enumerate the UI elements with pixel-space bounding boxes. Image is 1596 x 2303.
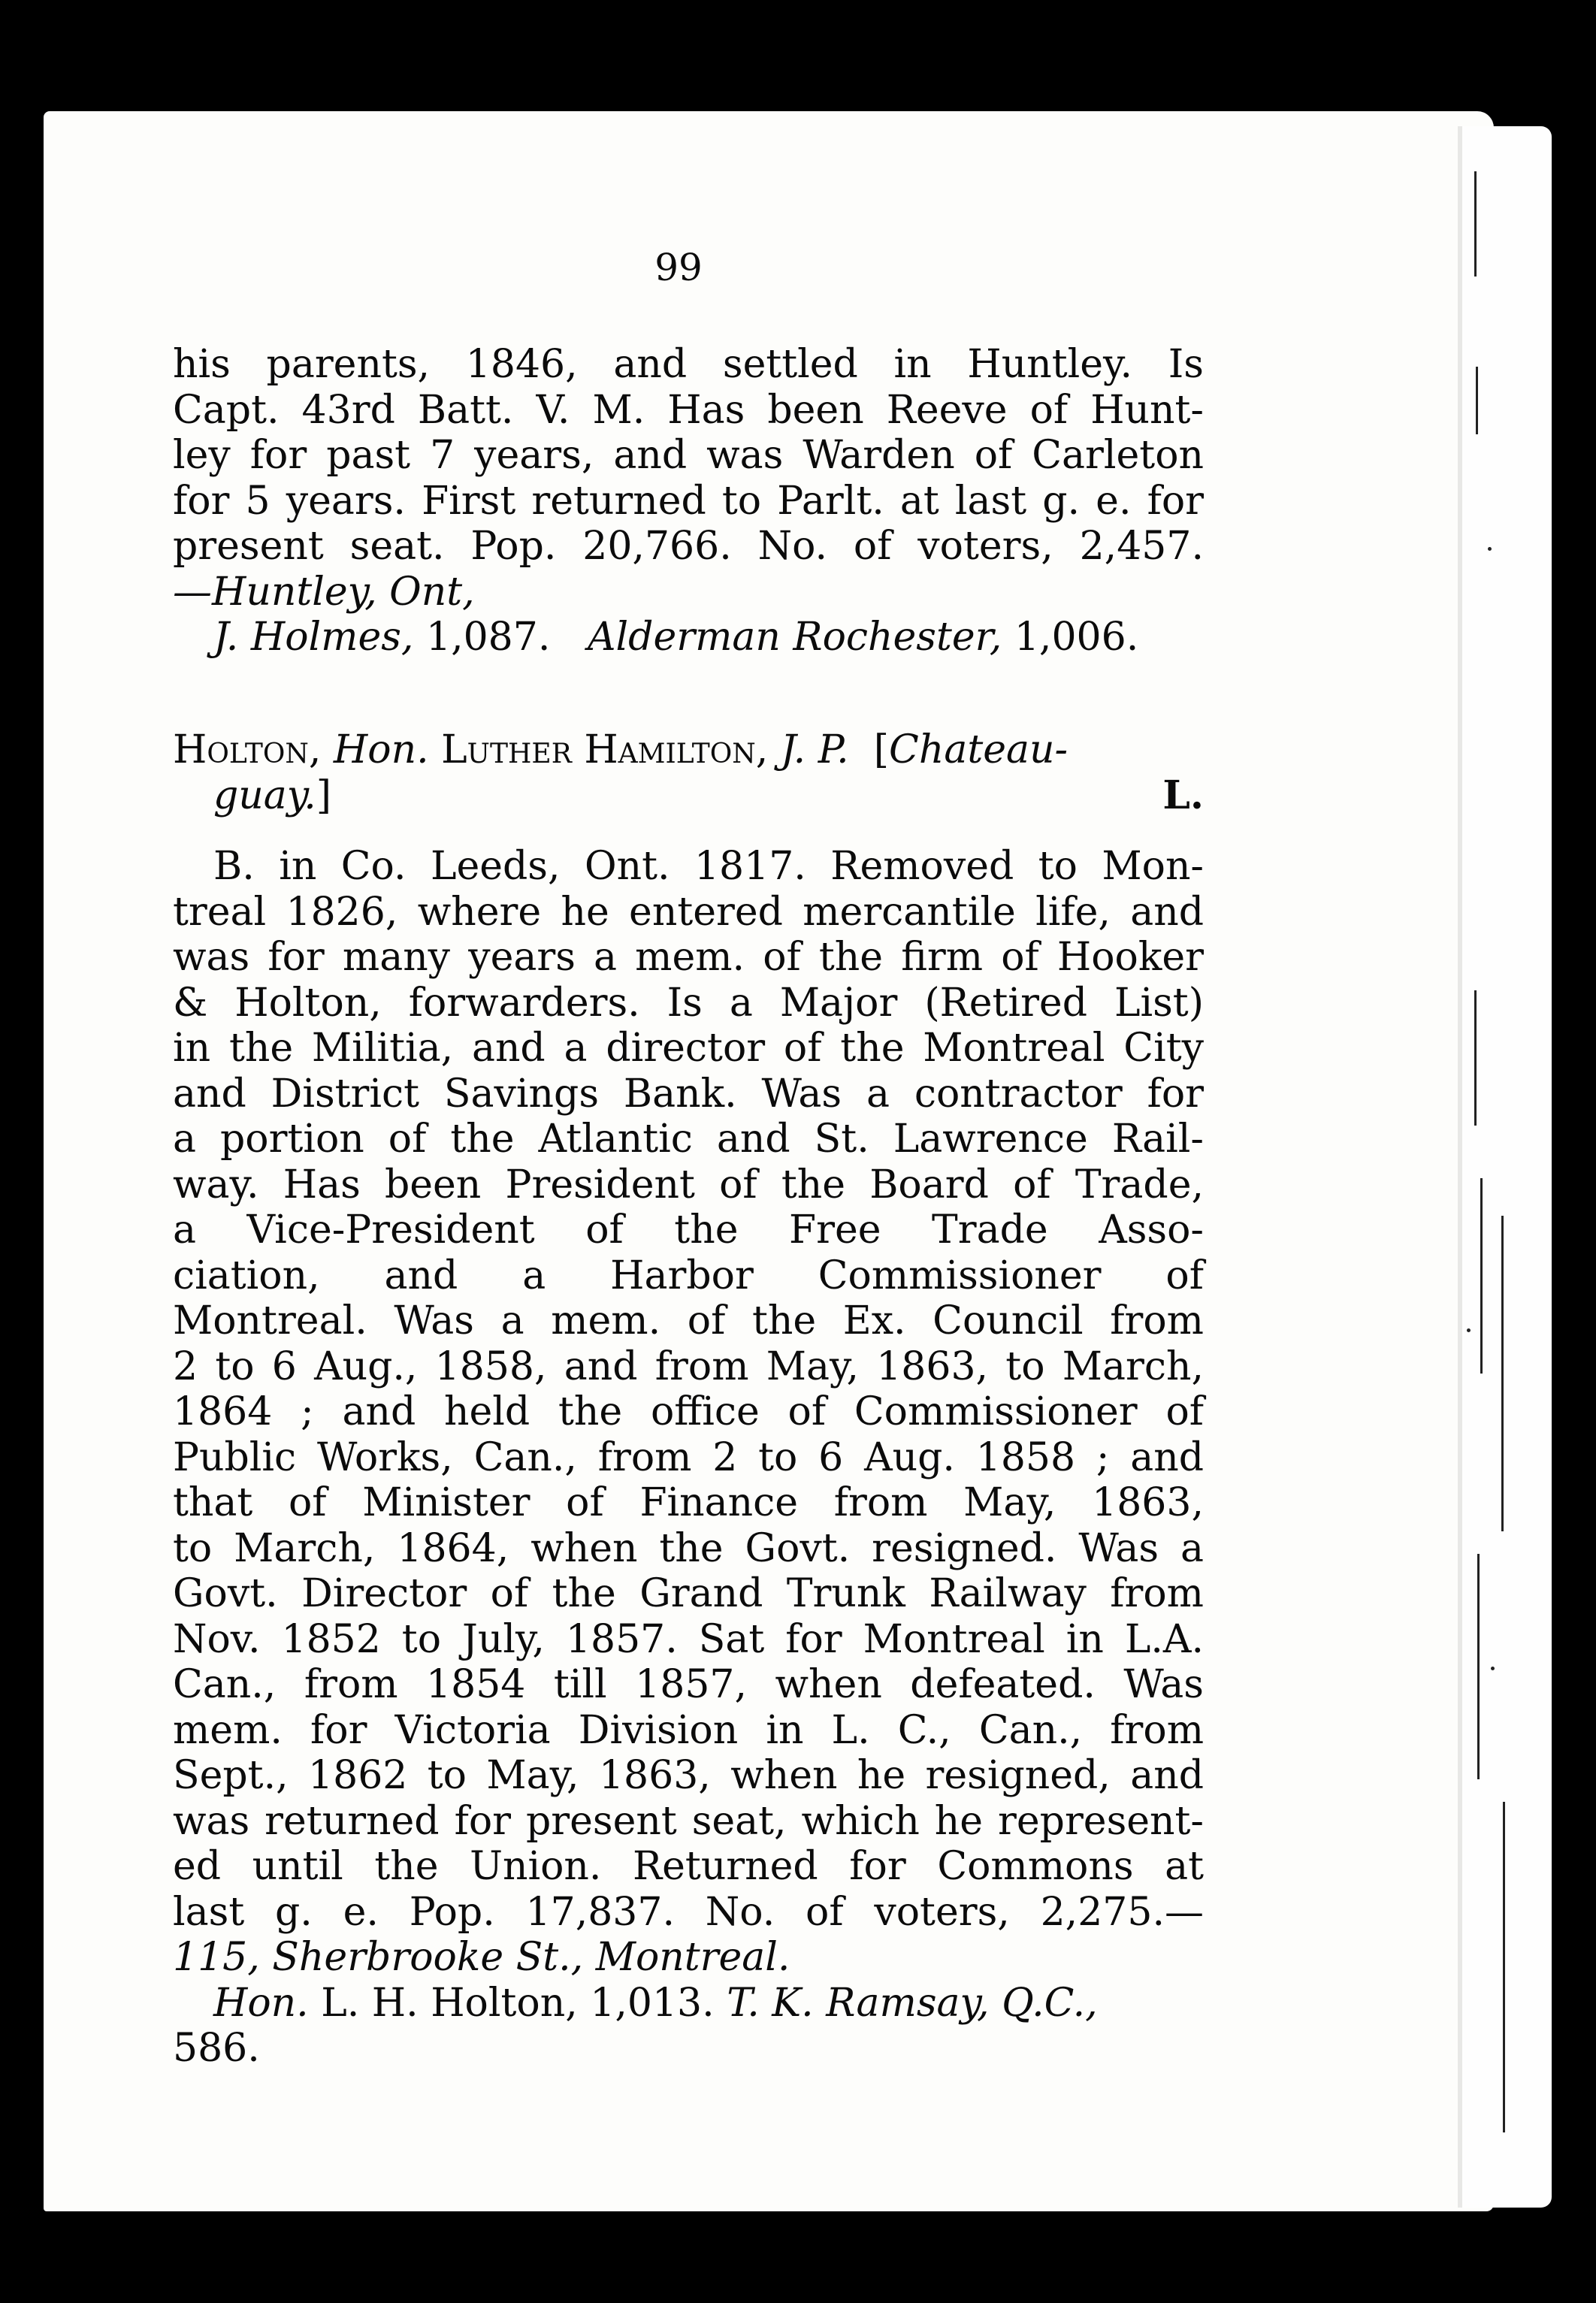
text-line: B. in Co. Leeds, Ont. 1817. Removed to Mon- [213,844,1204,889]
text-line: and District Savings Bank. Was a contractor for [173,1071,1204,1117]
party-affiliation: L. [1162,772,1204,818]
winner-name-votes: L. H. Holton, 1,013. [308,1980,727,2026]
scan-artifact [1467,1328,1471,1332]
winner-name: J. Holmes, [213,615,414,660]
scan-artifact [1503,1802,1505,2132]
bracket-open: [ [873,727,890,772]
loser-name: Alderman Rochester, [587,615,1002,660]
text-line: treal 1826, where he entered mercantile life, and [173,889,1204,935]
holton-entry [173,727,1204,2072]
entry-heading [173,727,1204,773]
scan-artifact [1488,547,1492,551]
text-line: Public Works, Can., from 2 to 6 Aug. 1858 ; and [173,1434,1204,1480]
text-line: mem. for Victoria Division in L. C., Can., from [173,1707,1204,1753]
scan-artifact [1474,990,1477,1126]
text-line: ed until the Union. Returned for Commons at [173,1844,1204,1889]
text-line: Nov. 1852 to July, 1857. Sat for Montreal in L.A. [173,1616,1204,1662]
address-line: —Huntley, Ont, [173,569,475,615]
spacer [173,818,1204,844]
text-line: a Vice-President of the Free Trade Asso- [173,1207,1204,1253]
text-line: way. Has been President of the Board of Trade, [173,1162,1204,1207]
scan-artifact [1477,1554,1480,1779]
address-line: 115, Sherbrooke St., Montreal. [173,1935,790,1980]
page-number: 99 [654,246,703,289]
text-line: was for many years a mem. of the firm of Hooker [173,935,1204,980]
title: Hon. [333,727,429,772]
scan-artifact [1480,1178,1483,1374]
adjacent-page-edge [1458,126,1552,2208]
text-line: to March, 1864, when the Govt. resigned. Was a [173,1525,1204,1571]
text-line: for 5 years. First returned to Parlt. at last g. e. for [173,478,1204,524]
text-line: Sept., 1862 to May, 1863, when he resigned, and [173,1753,1204,1798]
scan-artifact [1491,1667,1495,1670]
election-result [173,615,1204,660]
loser-votes: 586. [173,2026,260,2071]
text-line: present seat. Pop. 20,766. No. of voters, 2,457. [173,524,1204,569]
previous-entry [173,342,1204,660]
loser-name: T. K. Ramsay, Q.C., [727,1980,1098,2026]
text-line: Capt. 43rd Batt. V. M. Has been Reeve of Hunt- [173,387,1204,433]
given-names: Luther Hamilton, [441,727,769,772]
text-line: Govt. Director of the Grand Trunk Railway from [173,1571,1204,1616]
scan-artifact [1476,367,1478,434]
text-line: in the Militia, and a director of the Montreal City [173,1026,1204,1071]
winner-votes: 1,087. [413,615,551,660]
election-result [173,1981,1204,2026]
text-line: his parents, 1846, and settled in Huntley. Is [173,342,1204,387]
loser-votes: 1,006. [1002,615,1139,660]
winner-title: Hon. [213,1980,309,2026]
surname: Holton, [173,727,322,772]
text-line: 2 to 6 Aug., 1858, and from May, 1863, to March, [173,1343,1204,1389]
text-line: ley for past 7 years, and was Warden of Carleton [173,433,1204,478]
text-line: 1864 ; and held the office of Commissioner of [173,1389,1204,1434]
honorific: J. P. [780,727,849,772]
constituency: Chateau- [889,727,1069,772]
text-line: & Holton, forwarders. Is a Major (Retired List) [173,980,1204,1026]
text-line: was returned for present seat, which he represent- [173,1798,1204,1844]
text-line: a portion of the Atlantic and St. Lawrence Rail- [173,1117,1204,1162]
bracket-close: ] [316,772,332,818]
constituency-cont: guay. [213,772,316,818]
text-line: that of Minister of Finance from May, 1863, [173,1480,1204,1525]
text-line: Montreal. Was a mem. of the Ex. Council from [173,1298,1204,1343]
text-line: last g. e. Pop. 17,837. No. of voters, 2,275.— [173,1889,1204,1935]
scan-artifact [1501,1216,1504,1531]
text-line: Can., from 1854 till 1857, when defeated. Was [173,1662,1204,1707]
entry-heading-cont [173,773,1204,819]
page-fold [1458,126,1462,2208]
text-line: ciation, and a Harbor Commissioner of [173,1253,1204,1298]
